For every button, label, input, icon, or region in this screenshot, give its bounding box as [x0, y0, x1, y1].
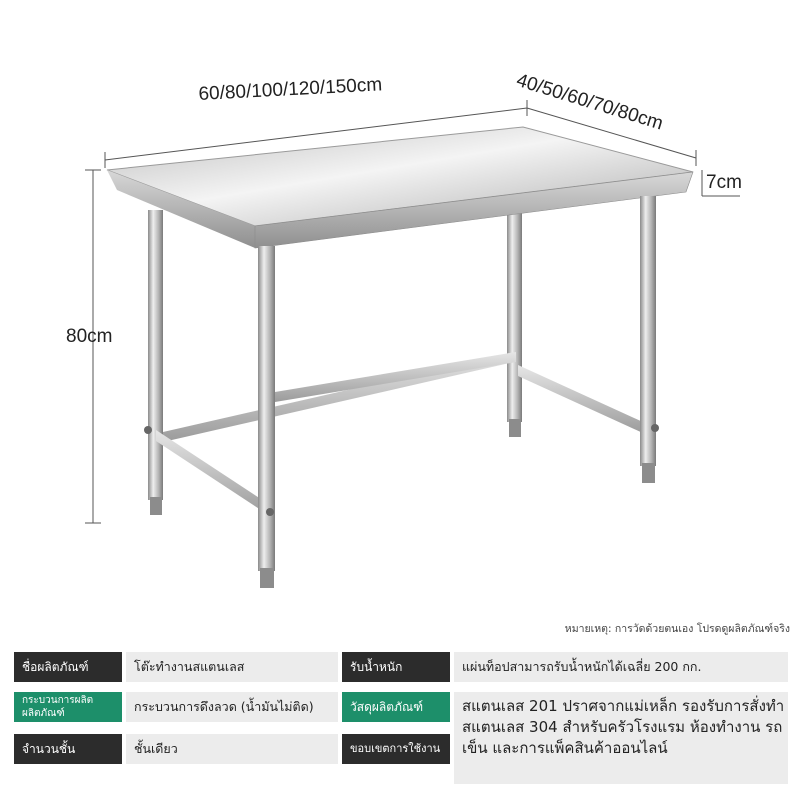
product-name-label: ชื่อผลิตภัณฑ์	[14, 652, 122, 682]
height-dimension-label: 80cm	[66, 326, 113, 347]
bolt	[144, 426, 152, 434]
scope-label: ขอบเขตการใช้งาน	[342, 734, 450, 764]
measurement-note: หมายเหตุ: การวัดด้วยตนเอง โปรดดูผลิตภัณฑ์จริง	[564, 623, 790, 635]
spec-row	[14, 652, 788, 682]
material-value: สแตนเลส 201 ปราศจากแม่เหล็ก รองรับการสั่งทำสแตนเลส 304 สำหรับครัวโรงแรม ห้องทำงาน รถเข็น และการแพ็คสินค้าออนไลน์	[454, 692, 788, 784]
left-side-bar	[156, 430, 270, 516]
load-value: แผ่นท็อปสามารถรับน้ำหนักได้เฉลี่ย 200 กก.	[454, 652, 788, 682]
back-right-leg	[507, 210, 522, 422]
width-dimension-label: 60/80/100/120/150cm	[198, 74, 383, 105]
bolt	[651, 424, 659, 432]
layers-value: ชั้นเดียว	[126, 734, 338, 764]
product-name-value: โต๊ะทำงานสแตนเลส	[126, 652, 338, 682]
material-label: วัสดุผลิตภัณฑ์	[342, 692, 450, 722]
load-label: รับน้ำหนัก	[342, 652, 450, 682]
process-label: กระบวนการผลิตผลิตภัณฑ์	[14, 692, 122, 722]
bolt	[266, 508, 274, 516]
process-value: กระบวนการดึงลวด (น้ำมันไม่ติด)	[126, 692, 338, 722]
layers-label: จำนวนชั้น	[14, 734, 122, 764]
back-left-leg	[148, 210, 163, 500]
front-left-leg	[258, 246, 275, 571]
spec-row	[14, 734, 788, 764]
depth-dimension-label: 40/50/60/70/80cm	[513, 70, 666, 135]
thickness-dimension-label: 7cm	[706, 172, 742, 193]
